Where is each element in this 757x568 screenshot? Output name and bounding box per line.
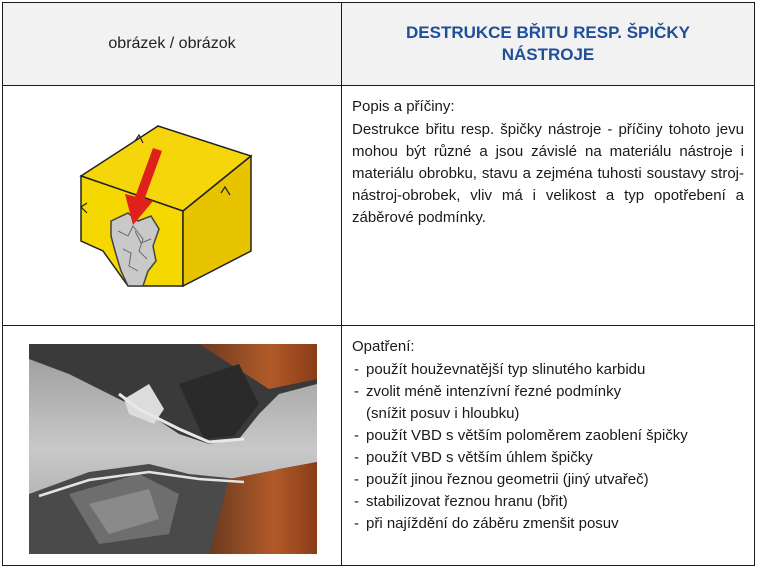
description-label: Popis a příčiny: xyxy=(352,98,455,115)
measures-row xyxy=(3,326,754,565)
list-item: - použít VBD s větším úhlem špičky xyxy=(352,447,744,469)
list-item: - stabilizovat řeznou hranu (břit) xyxy=(352,491,744,513)
page-title: DESTRUKCE BŘITU RESP. ŠPIČKY NÁSTROJE xyxy=(405,23,690,64)
header-row xyxy=(3,3,754,86)
description-row xyxy=(3,86,754,326)
list-item: - při najíždění do záběru zmenšit posuv xyxy=(352,513,744,535)
list-item: - použít VBD s větším poloměrem zaoblení špičky xyxy=(352,425,744,447)
tool-edge-photo xyxy=(29,344,317,554)
measures-list xyxy=(352,359,744,535)
photo-cell xyxy=(3,326,342,565)
table xyxy=(2,2,755,566)
illustration-cell xyxy=(3,86,342,325)
measures-label: Opatření: xyxy=(352,338,415,355)
description-text: Destrukce břitu resp. špičky nástroje - příčiny tohoto jevu mohou být různé a jsou závislé na materiálu nástroje i materiálu obrobku, stavu a zejména tuhosti soustavy stroj-nástroj-obrobek, vliv má i velikost a typ opotřebení a záběrové podmínky. xyxy=(352,121,744,226)
broken-insert-icon xyxy=(73,121,258,291)
list-item: - zvolit méně intenzívní řezné podmínky (snížit posuv i hloubku) xyxy=(352,381,744,425)
image-column-header: obrázek / obrázok xyxy=(3,3,342,85)
list-item: - použít houževnatější typ slinutého karbidu xyxy=(352,359,744,381)
list-item: - použít jinou řeznou geometrii (jiný utvařeč) xyxy=(352,469,744,491)
measures-cell xyxy=(342,326,754,565)
description-cell xyxy=(342,86,754,325)
